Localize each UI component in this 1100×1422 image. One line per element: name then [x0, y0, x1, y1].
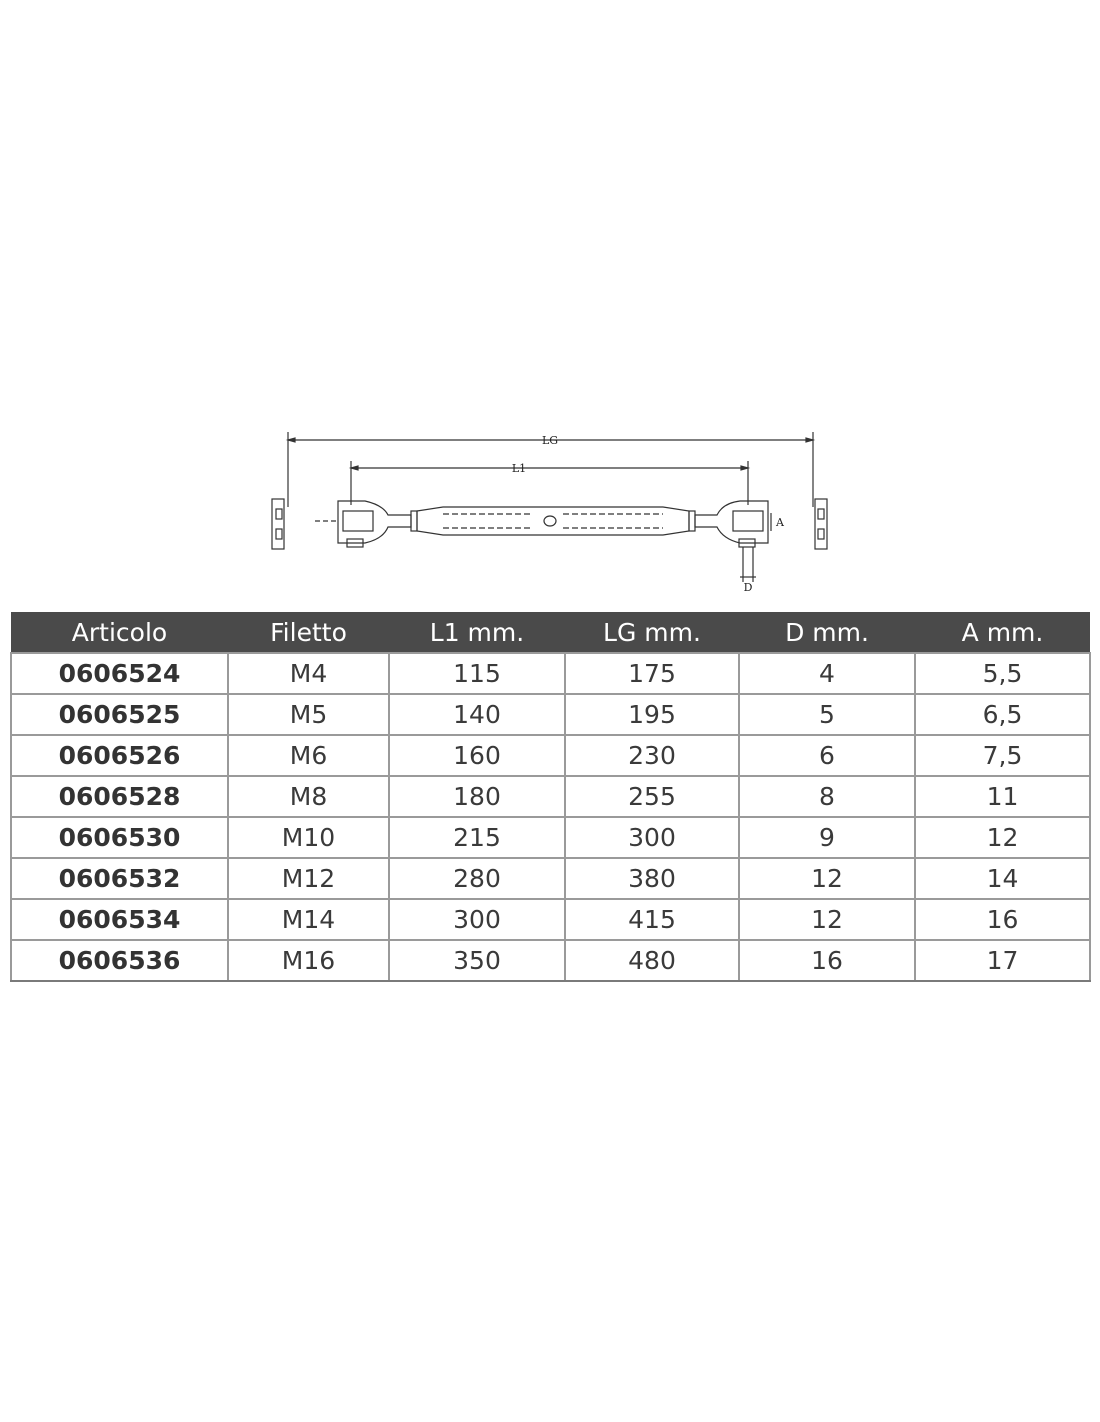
- lg-cell: 255: [565, 776, 739, 817]
- d-cell: 9: [739, 817, 915, 858]
- table-row: [11, 817, 1090, 858]
- d-cell: 8: [739, 776, 915, 817]
- lg-cell: 415: [565, 899, 739, 940]
- filetto-cell: M16: [228, 940, 389, 981]
- articolo-cell: 0606525: [11, 694, 228, 735]
- lg-cell: 230: [565, 735, 739, 776]
- table-row: [11, 653, 1090, 694]
- articolo-cell: 0606536: [11, 940, 228, 981]
- l1-cell: 215: [389, 817, 565, 858]
- filetto-cell: M5: [228, 694, 389, 735]
- articolo-cell: 0606534: [11, 899, 228, 940]
- header-a: A mm.: [915, 612, 1090, 653]
- a-cell: 12: [915, 817, 1090, 858]
- header-filetto: Filetto: [228, 612, 389, 653]
- filetto-cell: M10: [228, 817, 389, 858]
- l1-cell: 280: [389, 858, 565, 899]
- a-cell: 14: [915, 858, 1090, 899]
- table-row: [11, 694, 1090, 735]
- header-articolo: Articolo: [11, 612, 228, 653]
- l1-cell: 140: [389, 694, 565, 735]
- lg-cell: 380: [565, 858, 739, 899]
- lg-cell: 300: [565, 817, 739, 858]
- d-cell: 12: [739, 858, 915, 899]
- a-label: A: [776, 516, 784, 529]
- d-cell: 12: [739, 899, 915, 940]
- lg-cell: 175: [565, 653, 739, 694]
- table-row: [11, 899, 1090, 940]
- articolo-cell: 0606526: [11, 735, 228, 776]
- a-cell: 7,5: [915, 735, 1090, 776]
- lg-cell: 195: [565, 694, 739, 735]
- filetto-cell: M8: [228, 776, 389, 817]
- turnbuckle-technical-drawing: [243, 427, 843, 595]
- filetto-cell: M6: [228, 735, 389, 776]
- table-row: [11, 735, 1090, 776]
- articolo-cell: 0606530: [11, 817, 228, 858]
- filetto-cell: M14: [228, 899, 389, 940]
- l1-label: L1: [511, 462, 527, 475]
- table-header-row: [11, 612, 1090, 653]
- table-row: [11, 858, 1090, 899]
- a-cell: 16: [915, 899, 1090, 940]
- a-cell: 17: [915, 940, 1090, 981]
- d-cell: 4: [739, 653, 915, 694]
- l1-cell: 350: [389, 940, 565, 981]
- specification-table: [10, 612, 1091, 982]
- lg-cell: 480: [565, 940, 739, 981]
- table-row: [11, 776, 1090, 817]
- articolo-cell: 0606528: [11, 776, 228, 817]
- l1-cell: 160: [389, 735, 565, 776]
- d-label: D: [743, 581, 753, 594]
- a-cell: 6,5: [915, 694, 1090, 735]
- header-d: D mm.: [739, 612, 915, 653]
- l1-cell: 180: [389, 776, 565, 817]
- header-l1: L1 mm.: [389, 612, 565, 653]
- lg-label: LG: [541, 434, 559, 447]
- filetto-cell: M12: [228, 858, 389, 899]
- d-cell: 16: [739, 940, 915, 981]
- d-cell: 6: [739, 735, 915, 776]
- a-cell: 5,5: [915, 653, 1090, 694]
- filetto-cell: M4: [228, 653, 389, 694]
- l1-cell: 300: [389, 899, 565, 940]
- header-lg: LG mm.: [565, 612, 739, 653]
- a-cell: 11: [915, 776, 1090, 817]
- l1-cell: 115: [389, 653, 565, 694]
- articolo-cell: 0606524: [11, 653, 228, 694]
- table-row: [11, 940, 1090, 981]
- articolo-cell: 0606532: [11, 858, 228, 899]
- d-cell: 5: [739, 694, 915, 735]
